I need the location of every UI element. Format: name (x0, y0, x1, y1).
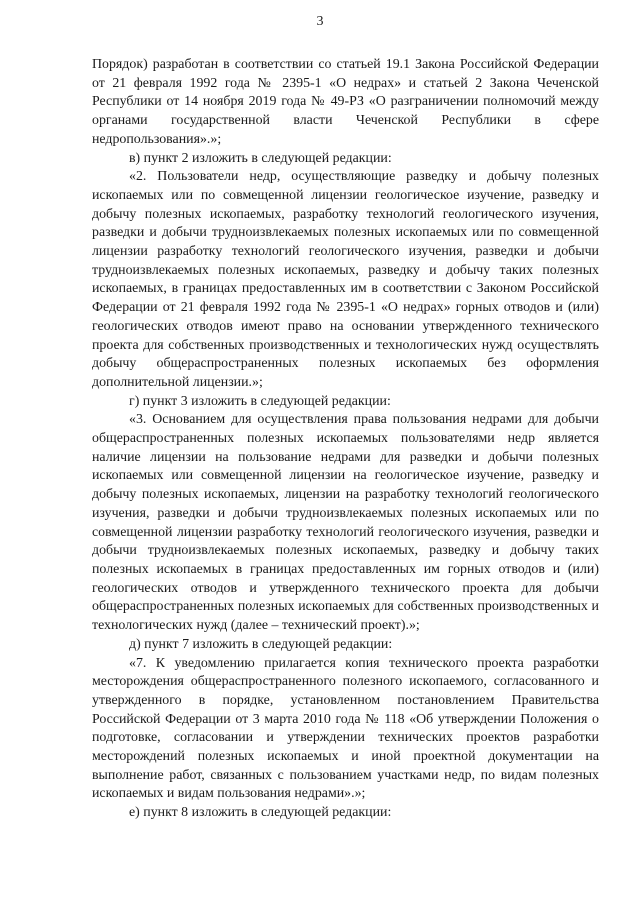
paragraph-item-g: г) пункт 3 изложить в следующей редакции: (129, 393, 391, 409)
paragraph-item-v: в) пункт 2 изложить в следующей редакции: (129, 150, 392, 166)
paragraph-clause-2: «2. Пользователи недр, осуществляющие разведку и добычу полезных ископаемых или по совмещенной лицензии геологическое изучение, разведку и добычу полезных ископаемых, разработку технологий геологического изучения, разведки и добычи трудноизвлекаемых полезных ископаемых или по совмещенной лицензии разработку технологий геологического изучения, разведки и добычи трудноизвлекаемых полезных ископаемых, разведку и добычу таких полезных ископаемых, в границах предоставленных им в соответствии с Законом Российской Федерации от 21 февраля 1992 года № 2395-1 «О недрах» горных отводов и (или) геологических отводов имеют право на основании утвержденного технического проекта для собственных производственных и технологических нужд осуществлять добычу общераспространенных полезных ископаемых без оформления дополнительной лицензии.»; (92, 169, 599, 390)
paragraph-clause-7: «7. К уведомлению прилагается копия технического проекта разработки месторождения общераспространенного полезного ископаемого, согласованного и утвержденного в порядке, установленном постановлением Правительства Российской Федерации от 3 марта 2010 года № 118 «Об утверждении Положения о подготовке, согласовании и утверждении технических проектов разработки месторождений полезных ископаемых и иной проектной документации на выполнение работ, связанных с пользованием участками недр, по видам полезных ископаемых и видам пользования недрами».»; (92, 655, 599, 802)
document-body (92, 56, 599, 823)
page-number: 3 (316, 14, 324, 29)
paragraph-clause-3: «3. Основанием для осуществления права пользования недрами для добычи общераспространенных полезных ископаемых пользователями недр является наличие лицензии на пользование недрами для разведки и добычи полезных ископаемых или совмещенной лицензии на геологическое изучение, разведку и добычу полезных ископаемых, лицензии на разработку технологий геологического изучения, разведки и добычи трудноизвлекаемых полезных ископаемых или по совмещенной лицензии разработку технологий геологического изучения, разведки и добычи трудноизвлекаемых полезных ископаемых, разведку и добычу таких полезных ископаемых в границах предоставленных им горных отводов и (или) геологических отводов и утвержденного технического проекта для добычи общераспространенных полезных ископаемых для собственных производственных и технологических нужд (далее – технический проект).»; (92, 412, 599, 634)
paragraph-item-d: д) пункт 7 изложить в следующей редакции: (129, 636, 393, 652)
paragraph-item-e: е) пункт 8 изложить в следующей редакции: (129, 805, 392, 821)
paragraph-continuation: Порядок) разработан в соответствии со статьей 19.1 Закона Российской Федерации от 21 февраля 1992 года № 2395-1 «О недрах» и статьей 2 Закона Чеченской Республики от 14 ноября 2019 года № 49-РЗ «О разграничении полномочий между органами государственной власти Чеченской Республики в сфере недропользования».»; (92, 57, 599, 147)
